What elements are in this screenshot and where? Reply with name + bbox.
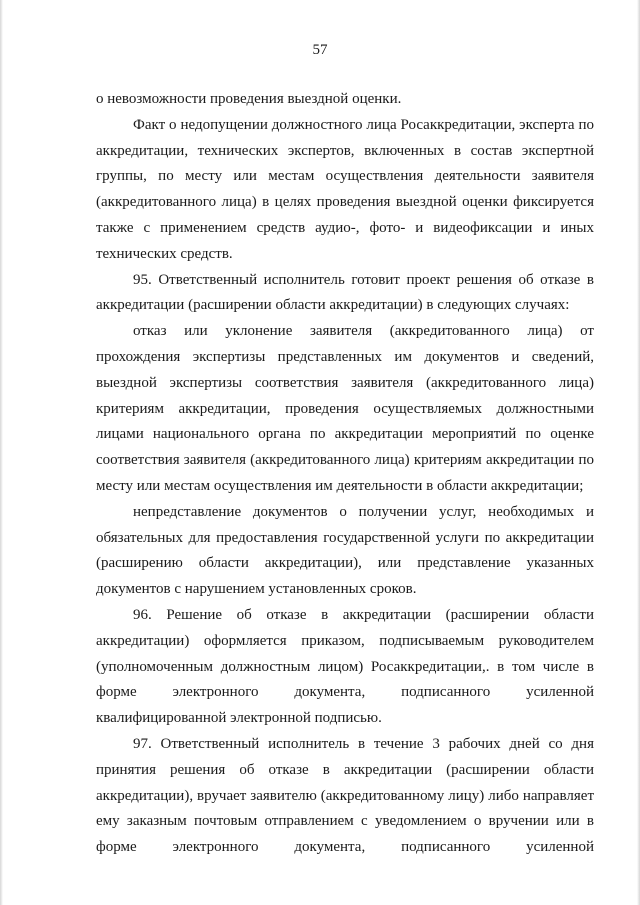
paragraph-continuation: о невозможности проведения выездной оценки. [96,91,402,107]
document-body [96,87,594,861]
paragraph-refusal-reason-1: отказ или уклонение заявителя (аккредитованного лица) от прохождения экспертизы представленных им документов и сведений, выездной экспертизы соответствия заявителя (аккредитованного лица) критериям аккредитации, проведения осуществляемых должностными лицами национального органа по аккредитации мероприятий по оценке соответствия заявителя (аккредитованного лица) критериям аккредитации по месту или местам осуществления им деятельности в области аккредитации; [96,323,594,494]
paragraph-95: 95. Ответственный исполнитель готовит проект решения об отказе в аккредитации (расширении области аккредитации) в следующих случаях: [96,271,594,314]
scan-left-edge [0,0,3,905]
paragraph-97: 97. Ответственный исполнитель в течение 3 рабочих дней со дня принятия решения об отказе в аккредитации (расширении области аккредитации), вручает заявителю (аккредитованному лицу) либо направляет ему заказным почтовым отправлением с уведомлением о вручении или в форме электронного документа, подписанного усиленной [96,735,594,856]
paragraph-96: 96. Решение об отказе в аккредитации (расширении области аккредитации) оформляется приказом, подписываемым руководителем (уполномоченным должностным лицом) Росаккредитации,. в том числе в форме электронного документа, подписанного усиленной квалифицированной электронной подписью. [96,606,594,727]
page-number: 57 [312,42,328,58]
paragraph-fact: Факт о недопущении должностного лица Росаккредитации, эксперта по аккредитации, технических экспертов, включенных в состав экспертной группы, по месту или местам осуществления деятельности заявителя (аккредитованного лица) в целях проведения выездной оценки фиксируется также с применением средств аудио-, фото- и видеофиксации и иных технических средств. [96,116,594,262]
paragraph-refusal-reason-2: непредставление документов о получении услуг, необходимых и обязательных для предоставления государственной услуги по аккредитации (расширению области аккредитации), или представление указанных документов с нарушением установленных сроков. [96,503,594,598]
